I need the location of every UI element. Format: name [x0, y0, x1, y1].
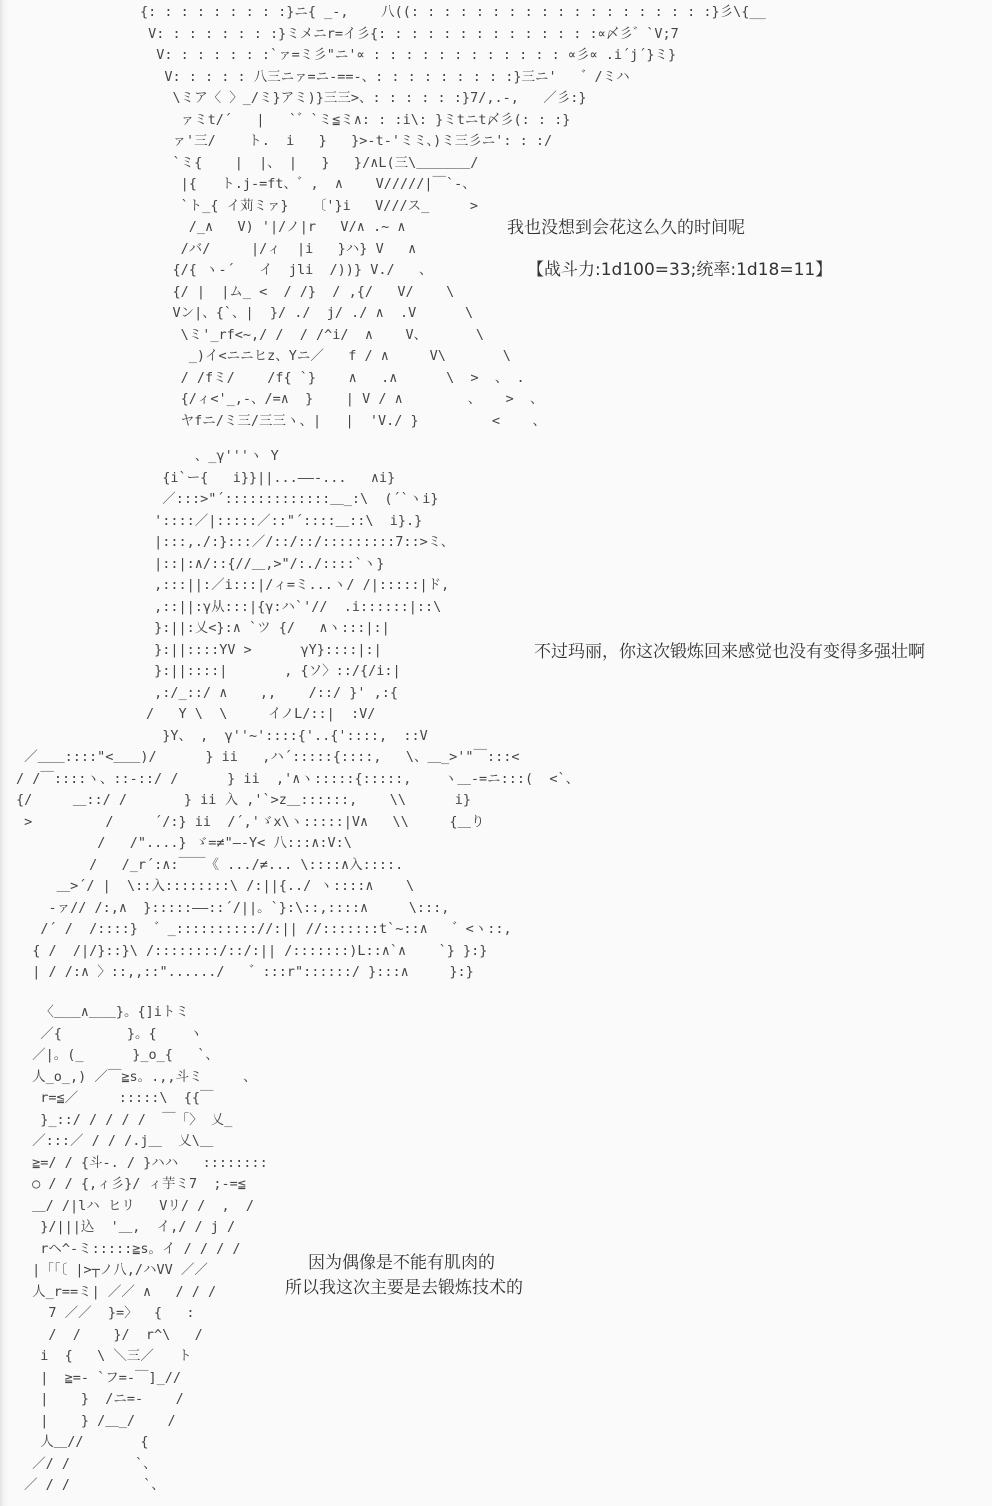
dialogue-not-stronger: 不过玛丽，你这次锻炼回来感觉也没有变得多强壮啊 — [534, 642, 925, 662]
left-page-edge — [0, 0, 9, 1506]
dialogue-dice-roll: 【战斗力:1d100=33;统率:1d18=11】 — [527, 260, 833, 280]
dialogue-train-skill: 所以我这次主要是去锻炼技术的 — [285, 1278, 523, 1298]
ascii-art-character-middle: 、_γ'''ヽ Y {i`ー{ i}}||...——‐... ∧i} ／:::>"´:::::::::::::＿_:\ (´`ヽi} '::::／|:::::／::"´::::＿::\ i}.} |:::,./:}:::／/::/::/:::::::::7::>ミ、 |::|:∧/::{//＿,>"/:./::::`ヽ} ,:::||:／i:::|/ィ=ミ...ヽ/ /|:::::|ド, ,::||:γ从:::|{γ:ハ`'// .i::::::|::\ }:||:乂<}:∧ `ツ {/ ∧ヽ:::|:| }:||::::YV > γY}::::|:| }:||::::| , {ソ〉::/{/i:| ,:/_::/ ∧ ,, /::/ }' ,:{ / Y \ \ イノL/::| :V/ }Y、 , γ''~'::::{'..{'::::, ::V ／＿＿::::"<＿＿)/ } ii ,ハ´:::::{::::, \、＿_>'"￣:::< / /￣::::ヽ、::-::/ / } ii ,'∧ヽ:::::{:::::, ヽ＿-=ニ:::( <`、 {/ ＿::/ / } ii 入 ,'`>z＿::::::, \\ i} > / ´/:} ii /´,'ゞx\ヽ:::::|V∧ \\ {＿り / /"....} ゞ=≠"―‐Y< 八:::∧:V:\ / /_r´:∧:￣￣《 .../≠... \::::∧入::::. ＿>´/ | \::入::::::::\ /:||{../ ヽ::::∧ \ ‐ァ// /:,∧ }:::::——::´/||。`}:\::,::::∧ \:::, /´ / /::::} ゛_:::::::::://:|| //:::::::t`~::∧ ゛<ヽ::, { / /|/}::}\ /::::::::/::/:|| /:::::::)L::∧`∧ `} }:} | / /:∧ 〉::,,::"....../ ゛:::r"::::::/ }:::∧ }:} — [16, 448, 580, 980]
ascii-art-character-bottom: 〈＿＿∧＿＿}。{]iトミ ／{ }。{ ヽ ／|。(_ }_o_{ `、 人_o_,) ／￣≧s。.,,斗ミ 、 r=≦／ :::::\ {{￣ }_::/ / / / / ￣「〉 乂_ ／:::／ / / /.j＿ 乂\＿ ≧=/ / {斗-. / }ハハ :::::::: ○ / / {,ィ彡}/ ィ芋ミ7 ;-=≦ ＿/ /|lハ ヒリ Vリ/ / , / }/|||込 '＿, イ,/ / j / rヘ^-ミ:::::≧s。イ / / / / |「「〔 |>┬ノ八,/ハVV ／／ 人_r==ミ| ／／ ∧ / / / 7 ／／ }=〉 { : / / }/ r^\ / i { \ ＼三／ ト | ≧=- `フ=‐￣]_// | } /ニ=- / | } /＿_/ / 人＿// { ／/ / `、 ／ / / `、 — [24, 1004, 268, 1493]
dialogue-idol-no-muscle: 因为偶像是不能有肌肉的 — [308, 1253, 495, 1273]
dialogue-time-taken: 我也没想到会花这么久的时间呢 — [507, 218, 745, 238]
ascii-art-character-top: {: : : : : : : : :}ニ{ _-, 八((: : : : : : : : : : : : : : : : : : :}彡\{__ V: : : : : : : :}ミメニr=イ彡{: : : : : : : : : : : : : :∝〆彡゛`V;7 V: : : : : : :`ァ=ミ彡"ニ'∝ : : : : : : : : : : : : ∝彡∝ .i´j´}ミ} V: : : : : 八三ニァ=ニ-==-、: : : : : : : : :}三ニ' ゛/ミハ \ミア〈 〉_/ミ}アミ)}三三>、: : : : : :}7/,.-, ／彡:} ァミt/´ | `゛`ミ≦ミ∧: : :i\: }ミtニt〆彡(: : :} ァ'三/ ト. i } }>-t-'ミミ、)ミ三彡ニ': : :/ `ミ{ | |、 | } }/∧L(三\＿＿＿＿/ |{ ト.j-=ft、゛, ∧ V/////|￣`-、 `ト_{ イ苅ミァ} 〔'}i V///ス_ > /_∧ V) '|/ノ|r V/∧ .~ ∧ /バ/ |/ィ |i }ハ} V ∧ {/{ ヽ-´ イ jli /))} V./ 、 {/ | |ム_ < / /} / ,{/ V/ \ Vン|、{`、| }/ ./ j/ ./ ∧ .V \ \ミ'_rf<~,/ / / /^i/ ∧ V、 \ _)イ<ニニヒz、Yニ／ f / ∧ V\ \ / /fミ/ /f{ `} ∧ .∧ \ > 、 . {/ィ<'_,-、/=∧ } | V / ∧ 、 > 、 ヤfニ/ミ三/三三ヽ、| | 'V./ } < 、 — [140, 4, 766, 429]
